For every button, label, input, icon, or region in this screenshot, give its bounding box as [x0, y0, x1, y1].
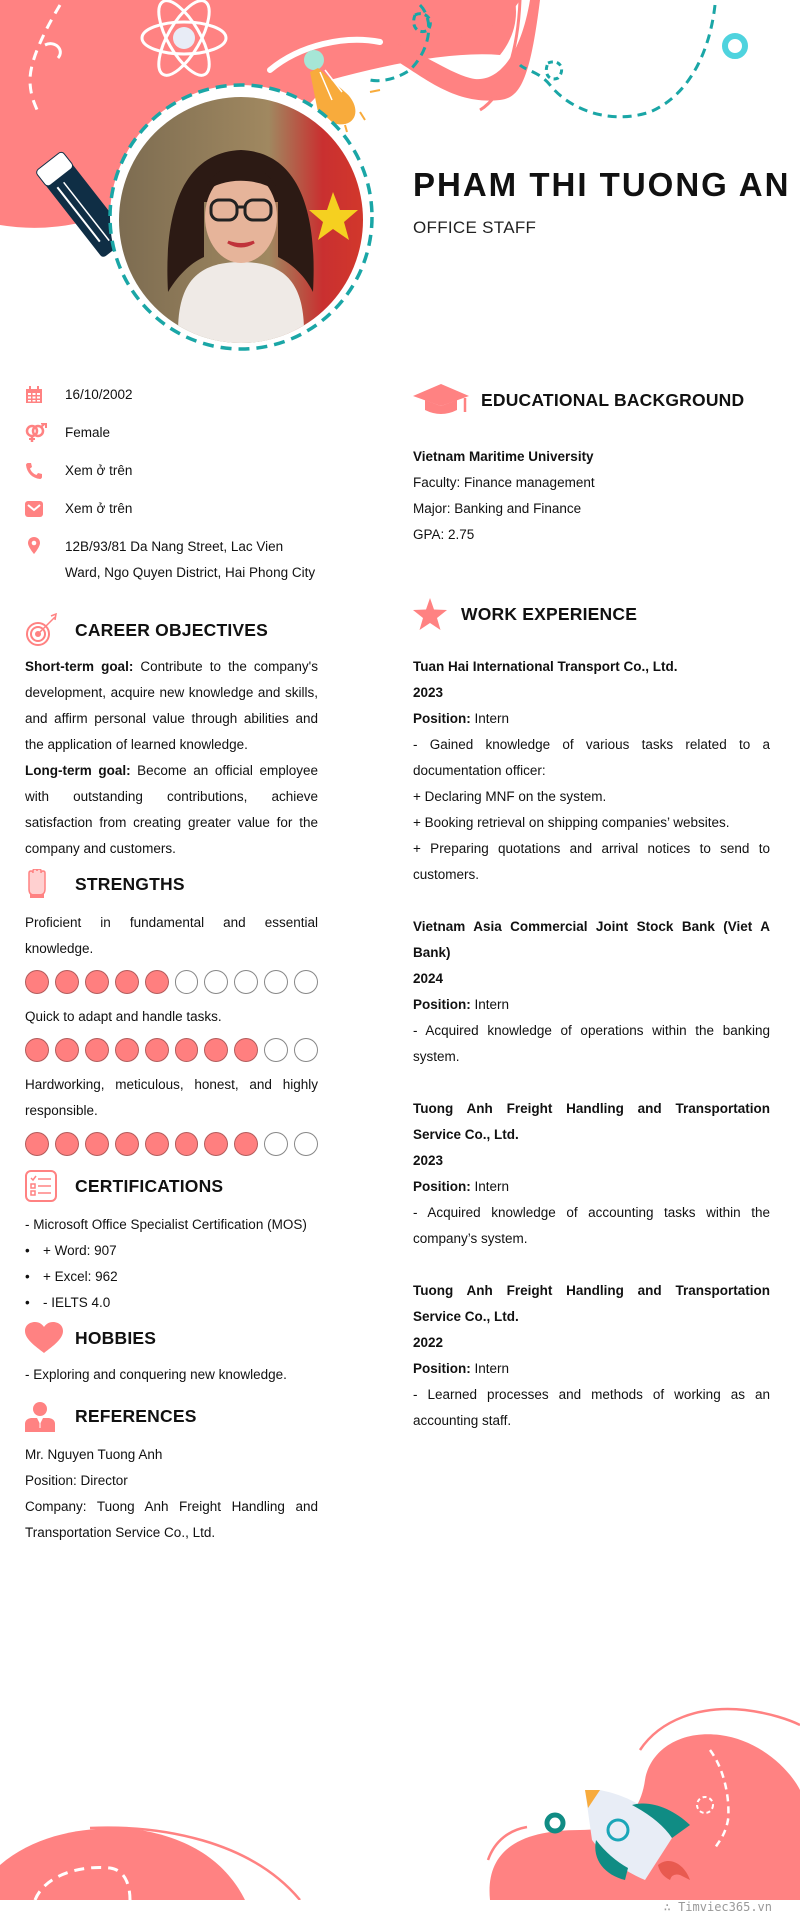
info-email	[25, 496, 318, 522]
job-position: Position: Intern	[413, 1361, 510, 1376]
candidate-name: PHAM THI TUONG AN	[413, 166, 791, 203]
strength-text: Quick to adapt and handle tasks.	[25, 1009, 222, 1024]
cert-item: • - IELTS 4.0	[25, 1290, 318, 1316]
job-year: 2023	[413, 1153, 444, 1168]
info-gender	[25, 420, 318, 446]
job-company: Tuong Anh Freight Handling and Transportation Service Co., Ltd.	[413, 1283, 770, 1324]
references-heading	[25, 1396, 318, 1436]
rating-dot-filled	[25, 970, 49, 994]
job-line: - Gained knowledge of various tasks related to a documentation officer:	[413, 737, 770, 778]
job-position: Position: Intern	[413, 1179, 510, 1194]
job-year: 2023	[413, 685, 444, 700]
school-name: Vietnam Maritime University	[413, 449, 594, 464]
rating-dot-empty	[264, 1038, 288, 1062]
info-birthdate	[25, 382, 318, 408]
rating-dot-empty	[294, 970, 318, 994]
section-title: HOBBIES	[75, 1328, 157, 1348]
rating-dot-filled	[25, 1132, 49, 1156]
strength-item	[25, 910, 318, 994]
section-title: CERTIFICATIONS	[75, 1176, 224, 1196]
hobby-text: - Exploring and conquering new knowledge.	[25, 1367, 287, 1382]
left-column	[25, 382, 318, 1546]
rating-dot-filled	[55, 1132, 79, 1156]
job-line: - Learned processes and methods of working as an accounting staff.	[413, 1387, 770, 1428]
location-pin-icon	[25, 534, 65, 560]
major: Major: Banking and Finance	[413, 501, 582, 516]
short-term-text: Contribute to the company's development, acquire new knowledge and skills, and affirm personal value through abilities and the application of learned knowledge.	[25, 659, 318, 752]
section-title: EDUCATIONAL BACKGROUND	[481, 390, 745, 410]
info-address	[25, 534, 318, 586]
cert-item: • + Word: 907	[25, 1238, 318, 1264]
star-icon	[413, 598, 461, 630]
job-year: 2024	[413, 971, 444, 986]
rating-dot-empty	[294, 1038, 318, 1062]
long-term-goal	[25, 758, 318, 862]
work-heading	[413, 596, 770, 632]
rating-dot-filled	[25, 1038, 49, 1062]
gender-icon	[25, 420, 65, 446]
short-term-goal	[25, 654, 318, 758]
strength-text: Hardworking, meticulous, honest, and highly responsible.	[25, 1077, 318, 1118]
job-position: Position: Intern	[413, 711, 510, 726]
strength-rating	[25, 970, 318, 994]
section-title: CAREER OBJECTIVES	[75, 620, 269, 640]
hand-icon	[25, 869, 75, 899]
long-term-text: Become an official employee with outstanding contributions, achieve satisfaction from creating greater value for the company and customers.	[25, 763, 318, 856]
rating-dot-filled	[234, 1132, 258, 1156]
rating-dot-filled	[85, 1132, 109, 1156]
info-phone	[25, 458, 318, 484]
right-column	[413, 378, 770, 1460]
graduation-cap-icon	[413, 384, 481, 416]
rating-dot-filled	[85, 970, 109, 994]
career-objectives-heading	[25, 610, 318, 650]
education-block	[413, 444, 770, 548]
reference-position: Position: Director	[25, 1473, 128, 1488]
profile-photo-frame	[108, 82, 376, 352]
rating-dot-empty	[204, 970, 228, 994]
rating-dot-empty	[294, 1132, 318, 1156]
rating-dot-empty	[264, 1132, 288, 1156]
target-icon	[25, 613, 75, 647]
address-text: 12B/93/81 Da Nang Street, Lac Vien Ward, Ngo Quyen District, Hai Phong City	[65, 539, 316, 580]
birthdate-text: 16/10/2002	[65, 387, 133, 402]
job-entry	[413, 914, 770, 1070]
long-term-label: Long-term goal:	[25, 763, 131, 778]
job-line: + Preparing quotations and arrival notices to send to customers.	[413, 841, 770, 882]
heart-icon	[25, 1322, 75, 1354]
section-title: STRENGTHS	[75, 874, 185, 894]
rating-dot-filled	[115, 1132, 139, 1156]
education-heading	[413, 378, 770, 422]
strength-item	[25, 1072, 318, 1156]
rating-dot-filled	[115, 970, 139, 994]
rating-dot-filled	[175, 1038, 199, 1062]
job-company: Tuan Hai International Transport Co., Ltd.	[413, 659, 678, 674]
rating-dot-filled	[115, 1038, 139, 1062]
job-entry	[413, 1278, 770, 1434]
job-line: - Acquired knowledge of operations within the banking system.	[413, 1023, 770, 1064]
section-title: WORK EXPERIENCE	[461, 604, 638, 624]
phone-text: Xem ở trên	[65, 463, 133, 478]
cert-list	[25, 1238, 318, 1316]
rating-dot-filled	[175, 1132, 199, 1156]
job-line: + Declaring MNF on the system.	[413, 789, 607, 804]
rating-dot-empty	[234, 970, 258, 994]
jobs-list	[413, 654, 770, 1434]
certifications-heading	[25, 1166, 318, 1206]
rating-dot-empty	[264, 970, 288, 994]
footer-decoration	[0, 1690, 800, 1900]
faculty: Faculty: Finance management	[413, 475, 595, 490]
strength-rating	[25, 1038, 318, 1062]
job-entry	[413, 1096, 770, 1252]
job-company: Vietnam Asia Commercial Joint Stock Bank (Viet A Bank)	[413, 919, 770, 960]
cert-item: • + Excel: 962	[25, 1264, 318, 1290]
cert-intro: - Microsoft Office Specialist Certification (MOS)	[25, 1217, 307, 1232]
rating-dot-filled	[145, 970, 169, 994]
job-position: Position: Intern	[413, 997, 510, 1012]
checklist-icon	[25, 1170, 75, 1202]
strengths-heading	[25, 864, 318, 904]
reference-name: Mr. Nguyen Tuong Anh	[25, 1447, 163, 1462]
short-term-label: Short-term goal:	[25, 659, 134, 674]
strength-item	[25, 1004, 318, 1062]
job-line: + Booking retrieval on shipping companies’ websites.	[413, 815, 730, 830]
hobbies-heading	[25, 1318, 318, 1358]
rating-dot-filled	[55, 1038, 79, 1062]
person-icon	[25, 1400, 75, 1432]
reference-company: Company: Tuong Anh Freight Handling and Transportation Service Co., Ltd.	[25, 1499, 318, 1540]
rating-dot-empty	[175, 970, 199, 994]
rating-dot-filled	[234, 1038, 258, 1062]
watermark: ∴ Timviec365.vn	[663, 1900, 772, 1914]
rating-dot-filled	[145, 1132, 169, 1156]
job-year: 2022	[413, 1335, 444, 1350]
gender-text: Female	[65, 425, 111, 440]
gpa: GPA: 2.75	[413, 527, 475, 542]
rating-dot-filled	[85, 1038, 109, 1062]
calendar-icon	[25, 382, 65, 408]
strength-rating	[25, 1132, 318, 1156]
candidate-role: OFFICE STAFF	[413, 218, 537, 237]
rating-dot-filled	[204, 1038, 228, 1062]
job-company: Tuong Anh Freight Handling and Transportation Service Co., Ltd.	[413, 1101, 770, 1142]
strength-text: Proficient in fundamental and essential knowledge.	[25, 915, 318, 956]
email-text: Xem ở trên	[65, 501, 133, 516]
rating-dot-filled	[145, 1038, 169, 1062]
rating-dot-filled	[55, 970, 79, 994]
phone-icon	[25, 458, 65, 484]
email-icon	[25, 496, 65, 522]
section-title: REFERENCES	[75, 1406, 197, 1426]
rating-dot-filled	[204, 1132, 228, 1156]
job-line: - Acquired knowledge of accounting tasks within the company’s system.	[413, 1205, 770, 1246]
job-entry	[413, 654, 770, 888]
